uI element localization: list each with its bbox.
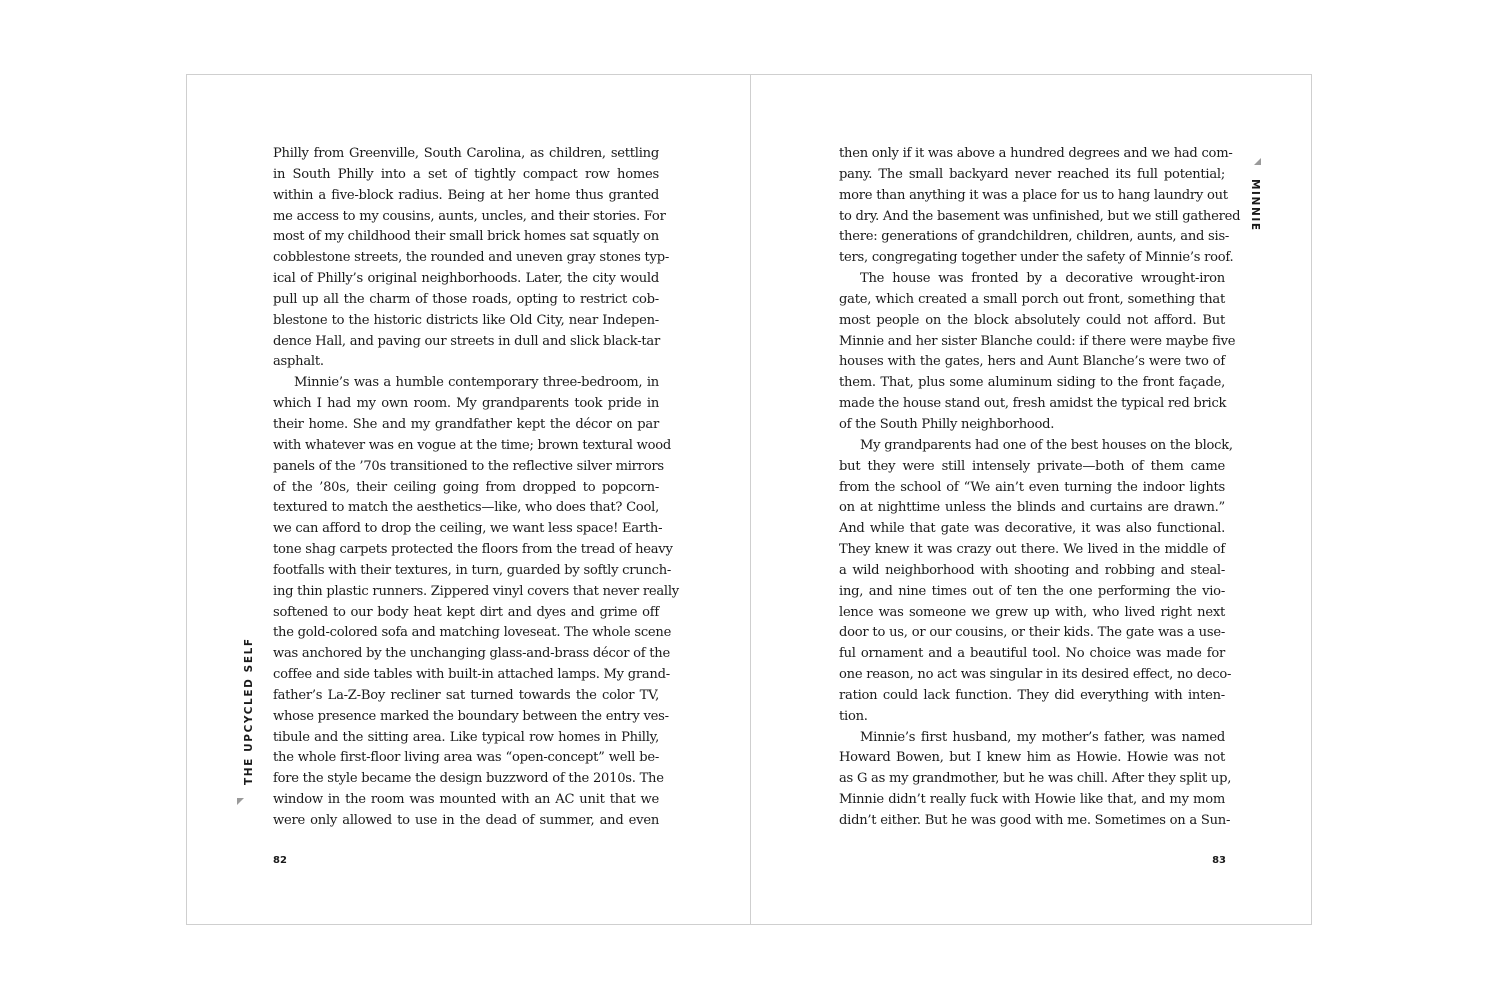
text-line: tone shag carpets protected the floors from the tread of heavy	[273, 542, 673, 558]
text-line: pany. The small backyard never reached its full potential;	[839, 166, 1225, 182]
text-line: Minnie didn’t really fuck with Howie like that, and my mom	[839, 792, 1225, 808]
text-line: Minnie’s was a humble contemporary three-bedroom, in	[294, 375, 659, 391]
text-line: in South Philly into a set of tightly compact row homes	[273, 166, 659, 182]
text-line: me access to my cousins, aunts, uncles, and their stories. For	[273, 208, 666, 224]
text-line: lence was someone we grew up with, who lived right next	[839, 604, 1225, 620]
text-line: ical of Philly’s original neighborhoods. Later, the city would	[273, 271, 659, 287]
text-line: on at nighttime unless the blinds and curtains are drawn.”	[839, 500, 1225, 516]
text-line: was anchored by the unchanging glass-and-brass décor of the	[273, 646, 670, 662]
text-line: a wild neighborhood with shooting and robbing and steal-	[839, 562, 1225, 578]
text-line: were only allowed to use in the dead of summer, and even	[273, 813, 659, 828]
text-line: most of my childhood their small brick homes sat squatly on	[273, 229, 659, 245]
text-line: to dry. And the basement was unfinished, but we still gathered	[839, 208, 1241, 224]
text-line: ing, and nine times out of ten the one performing the vio-	[839, 583, 1225, 599]
text-line: ful ornament and a beautiful tool. No choice was made for	[839, 646, 1225, 662]
left-page-body	[273, 144, 679, 832]
text-line: within a five-block radius. Being at her home thus granted	[273, 187, 659, 203]
text-line: but they were still intensely private—both of them came	[839, 458, 1225, 474]
page-number: 83	[1212, 855, 1226, 866]
text-line: tion.	[839, 708, 868, 724]
text-line: window in the room was mounted with an AC unit that we	[273, 792, 659, 808]
text-line: most people on the block absolutely could not afford. But	[839, 312, 1225, 328]
text-line: panels of the ’70s transitioned to the reflective silver mirrors	[273, 458, 664, 474]
text-line: then only if it was above a hundred degrees and we had com-	[839, 146, 1233, 161]
text-line: tibule and the sitting area. Like typical row homes in Philly,	[273, 729, 659, 745]
right-page-body	[839, 144, 1241, 832]
text-line: blestone to the historic districts like Old City, near Indepen-	[273, 312, 659, 328]
running-head-marker-icon	[1254, 158, 1261, 165]
right-page	[751, 75, 1314, 924]
text-line: the whole first-floor living area was “open-concept” well be-	[273, 750, 659, 766]
text-line: pull up all the charm of those roads, opting to restrict cob-	[273, 291, 659, 307]
text-line: And while that gate was decorative, it was also functional.	[839, 521, 1225, 537]
text-line: Philly from Greenville, South Carolina, as children, settling	[273, 146, 659, 161]
text-line: houses with the gates, hers and Aunt Blanche’s were two of	[839, 354, 1225, 370]
text-line: textured to match the aesthetics—like, who does that? Cool,	[273, 500, 659, 516]
text-line: cobblestone streets, the rounded and uneven gray stones typ-	[273, 250, 669, 266]
text-line: whose presence marked the boundary between the entry ves-	[273, 708, 669, 724]
text-line: fore the style became the design buzzword of the 2010s. The	[273, 771, 664, 787]
text-line: They knew it was crazy out there. We lived in the middle of	[839, 542, 1225, 558]
text-line: from the school of “We ain’t even turning the indoor lights	[839, 479, 1225, 495]
text-line: Howard Bowen, but I knew him as Howie. Howie was not	[839, 750, 1225, 766]
text-line: there: generations of grandchildren, children, aunts, and sis-	[839, 229, 1230, 245]
running-head-book-title: THE UPCYCLED SELF	[243, 637, 255, 785]
running-head-marker-icon	[237, 798, 244, 805]
text-line: Minnie’s first husband, my mother’s father, was named	[860, 729, 1225, 745]
text-line: them. That, plus some aluminum siding to the front façade,	[839, 375, 1225, 391]
book-spread	[186, 74, 1312, 925]
running-head-chapter-title: MINNIE	[1249, 179, 1261, 232]
text-line: didn’t either. But he was good with me. Sometimes on a Sun-	[839, 813, 1231, 828]
text-line: ing thin plastic runners. Zippered vinyl covers that never really	[273, 583, 679, 599]
text-line: ters, congregating together under the safety of Minnie’s roof.	[839, 250, 1234, 266]
text-line: coffee and side tables with built-in attached lamps. My grand-	[273, 667, 670, 683]
text-line: softened to our body heat kept dirt and dyes and grime off	[273, 604, 659, 620]
text-line: gate, which created a small porch out front, something that	[839, 291, 1225, 307]
left-page	[187, 75, 750, 924]
text-line: we can afford to drop the ceiling, we want less space! Earth-	[273, 521, 663, 537]
text-line: with whatever was en vogue at the time; brown textural wood	[273, 437, 671, 453]
text-line: door to us, or our cousins, or their kids. The gate was a use-	[839, 625, 1225, 641]
text-line: footfalls with their textures, in turn, guarded by softly crunch-	[273, 562, 672, 578]
text-line: Minnie and her sister Blanche could: if there were maybe five	[839, 333, 1236, 349]
text-line: which I had my own room. My grandparents took pride in	[273, 396, 659, 412]
text-line: asphalt.	[273, 354, 324, 370]
text-line: The house was fronted by a decorative wrought-iron	[860, 271, 1225, 287]
text-line: father’s La-Z-Boy recliner sat turned towards the color TV,	[273, 687, 659, 703]
text-line: made the house stand out, fresh amidst the typical red brick	[839, 396, 1227, 412]
page-number: 82	[273, 855, 287, 866]
text-line: the gold-colored sofa and matching loveseat. The whole scene	[273, 625, 672, 641]
text-line: of the ’80s, their ceiling going from dropped to popcorn-	[273, 479, 659, 495]
text-line: of the South Philly neighborhood.	[839, 416, 1055, 432]
text-line: ration could lack function. They did everything with inten-	[839, 687, 1225, 703]
text-line: as G as my grandmother, but he was chill. After they split up,	[839, 771, 1232, 787]
text-line: dence Hall, and paving our streets in dull and slick black-tar	[273, 333, 660, 349]
text-line: their home. She and my grandfather kept the décor on par	[273, 416, 659, 432]
text-line: more than anything it was a place for us to hang laundry out	[839, 187, 1228, 203]
text-line: My grandparents had one of the best houses on the block,	[860, 437, 1233, 453]
text-line: one reason, no act was singular in its desired effect, no deco-	[839, 667, 1232, 683]
